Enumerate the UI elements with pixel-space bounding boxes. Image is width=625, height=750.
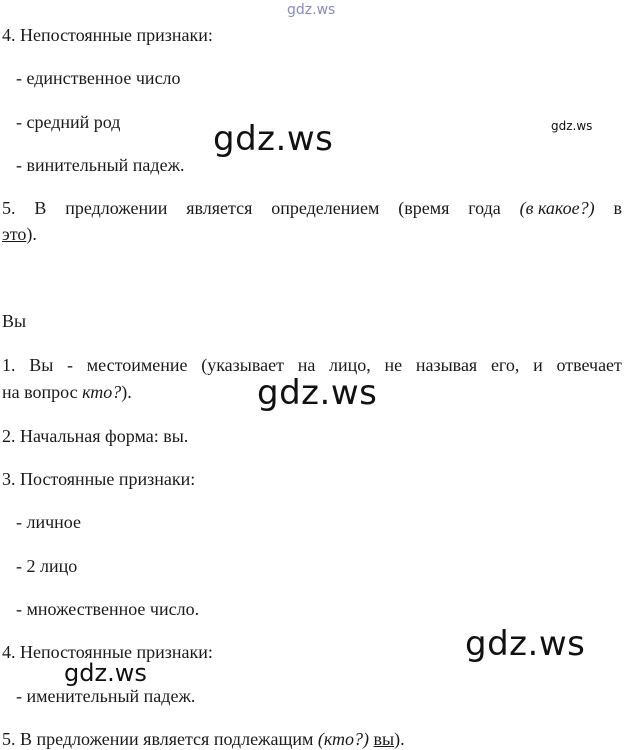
word: 1.: [2, 355, 16, 375]
section2-item4-feature-1: - именительный падеж.: [16, 686, 196, 706]
section2-item4-title: 4. Непостоянные признаки:: [2, 642, 213, 662]
question-text: (в какое?): [519, 198, 595, 218]
section2-item5: 5. В предложении является подлежащим (кто?) вы).: [2, 729, 405, 749]
word: называя: [415, 355, 478, 375]
watermark-large-3: gdz.ws: [465, 624, 586, 664]
section2-item2: 2. Начальная форма: вы.: [2, 426, 189, 446]
word: определением: [271, 198, 380, 218]
word: и: [533, 355, 543, 375]
watermark-large-2: gdz.ws: [257, 373, 378, 413]
word: (время: [398, 198, 450, 218]
underlined-word: вы: [373, 729, 395, 749]
word: его,: [490, 355, 520, 375]
word: лицо,: [329, 355, 371, 375]
question-text: (кто?): [317, 729, 370, 749]
word: местоимение: [86, 355, 188, 375]
section2-item1-line1: [2, 354, 622, 376]
word: на: [297, 355, 316, 375]
word: предложении: [65, 198, 168, 218]
word: является: [186, 198, 253, 218]
watermark-top: gdz.ws: [287, 2, 336, 18]
section2-item3-title: 3. Постоянные признаки:: [2, 469, 196, 489]
watermark-small-right: gdz.ws: [551, 119, 593, 133]
word: Вы: [29, 355, 54, 375]
section1-item4-feature-2: - средний род: [16, 112, 121, 132]
section1-item4-feature-1: - единственное число: [16, 68, 181, 88]
word: года: [468, 198, 501, 218]
section1-item4-title: 4. Непостоянные признаки:: [2, 25, 213, 45]
watermark-large-1: gdz.ws: [213, 119, 334, 159]
section2-item3-feature-3: - множественное число.: [16, 599, 200, 619]
question-text: кто?: [82, 382, 122, 402]
section1-item5-line1: [2, 197, 622, 219]
word: -: [67, 355, 74, 375]
word: (указывает: [201, 355, 284, 375]
section1-item4-feature-3: - винительный падеж.: [16, 155, 185, 175]
underlined-word: это: [2, 224, 27, 244]
section1-item5-line2: это).: [2, 224, 37, 244]
section2-item3-feature-2: - 2 лицо: [16, 556, 78, 576]
word: не: [384, 355, 403, 375]
word: отвечает: [556, 355, 622, 375]
section2-word-heading: Вы: [2, 311, 27, 331]
word: 5.: [2, 198, 16, 218]
watermark-bottom-left: gdz.ws: [64, 659, 147, 687]
section2-item1-line2: на вопрос кто?).: [2, 382, 132, 402]
word: В: [34, 198, 47, 218]
word: в: [613, 198, 622, 218]
section2-item3-feature-1: - личное: [16, 512, 82, 532]
